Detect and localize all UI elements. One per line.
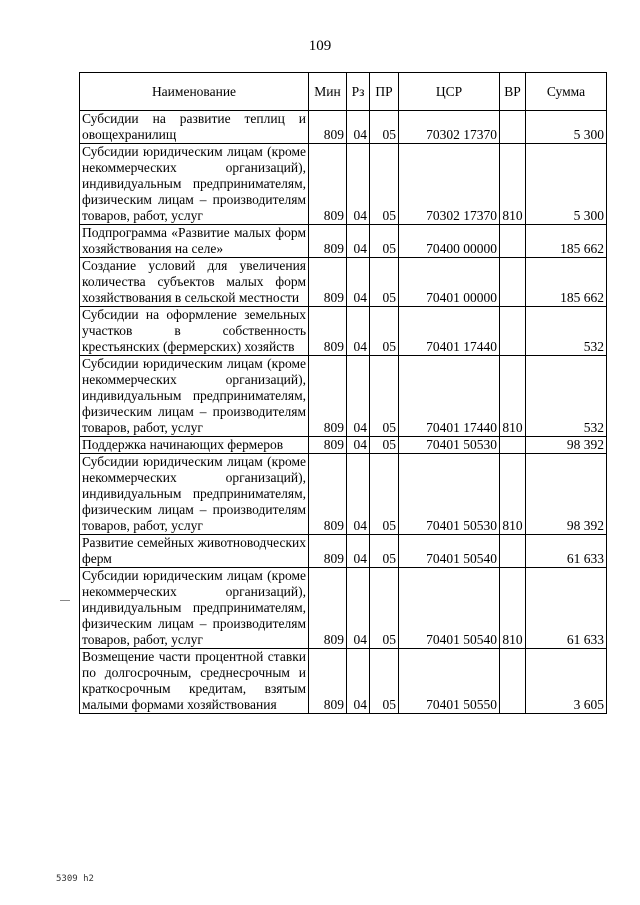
row-pr: 05: [370, 454, 399, 535]
row-sum: 3 605: [526, 649, 607, 714]
row-min: 809: [309, 144, 347, 225]
row-rz: 04: [347, 649, 370, 714]
table-row: [80, 535, 607, 568]
row-csr: 70401 50530: [399, 454, 500, 535]
row-pr: 05: [370, 111, 399, 144]
row-vr: [500, 111, 526, 144]
row-name: Возмещение части процентной ставки по долгосрочным, среднесрочным и краткосрочным кредитам, взятым малыми формами хозяйствования: [80, 649, 309, 714]
table-row: [80, 258, 607, 307]
row-min: 809: [309, 454, 347, 535]
row-min: 809: [309, 111, 347, 144]
row-sum: 532: [526, 356, 607, 437]
row-vr: 810: [500, 568, 526, 649]
table-header: [80, 73, 607, 111]
row-min: 809: [309, 225, 347, 258]
row-name: Субсидии на оформление земельных участков в собственность крестьянских (фермерских) хозяйств: [80, 307, 309, 356]
row-pr: 05: [370, 437, 399, 454]
row-sum: 185 662: [526, 225, 607, 258]
row-csr: 70401 17440: [399, 307, 500, 356]
row-vr: 810: [500, 144, 526, 225]
row-name: Субсидии юридическим лицам (кроме некоммерческих организаций), индивидуальным предпринимателям, физическим лицам – производителям товаров, работ, услуг: [80, 144, 309, 225]
row-rz: 04: [347, 307, 370, 356]
row-csr: 70401 50540: [399, 568, 500, 649]
row-pr: 05: [370, 568, 399, 649]
row-csr: 70401 17440: [399, 356, 500, 437]
row-name: Субсидии юридическим лицам (кроме некоммерческих организаций), индивидуальным предпринимателям, физическим лицам – производителям товаров, работ, услуг: [80, 568, 309, 649]
row-pr: 05: [370, 535, 399, 568]
row-csr: 70401 00000: [399, 258, 500, 307]
row-rz: 04: [347, 144, 370, 225]
row-vr: [500, 535, 526, 568]
header-vr: ВР: [500, 73, 526, 111]
row-pr: 05: [370, 356, 399, 437]
row-vr: [500, 307, 526, 356]
table-row: [80, 437, 607, 454]
row-pr: 05: [370, 649, 399, 714]
row-name: Подпрограмма «Развитие малых форм хозяйствования на селе»: [80, 225, 309, 258]
row-sum: 185 662: [526, 258, 607, 307]
budget-table: [79, 72, 607, 714]
scan-artifact: [60, 600, 70, 601]
row-name: Поддержка начинающих фермеров: [80, 437, 309, 454]
row-vr: [500, 649, 526, 714]
header-rz: Рз: [347, 73, 370, 111]
row-sum: 98 392: [526, 454, 607, 535]
row-rz: 04: [347, 568, 370, 649]
row-name: Развитие семейных животноводческих ферм: [80, 535, 309, 568]
row-csr: 70401 50530: [399, 437, 500, 454]
row-rz: 04: [347, 356, 370, 437]
row-min: 809: [309, 437, 347, 454]
table-row: [80, 649, 607, 714]
row-min: 809: [309, 356, 347, 437]
row-min: 809: [309, 568, 347, 649]
row-rz: 04: [347, 535, 370, 568]
table-row: [80, 568, 607, 649]
row-rz: 04: [347, 437, 370, 454]
row-sum: 61 633: [526, 535, 607, 568]
row-csr: 70401 50550: [399, 649, 500, 714]
row-rz: 04: [347, 258, 370, 307]
row-csr: 70400 00000: [399, 225, 500, 258]
row-csr: 70302 17370: [399, 111, 500, 144]
header-csr: ЦСР: [399, 73, 500, 111]
row-name: Создание условий для увеличения количества субъектов малых форм хозяйствования в сельской местности: [80, 258, 309, 307]
row-rz: 04: [347, 111, 370, 144]
table-row: [80, 307, 607, 356]
row-csr: 70401 50540: [399, 535, 500, 568]
row-name: Субсидии на развитие теплиц и овощехранилищ: [80, 111, 309, 144]
row-csr: 70302 17370: [399, 144, 500, 225]
table-row: [80, 111, 607, 144]
page-number: 109: [308, 38, 332, 54]
table-row: [80, 225, 607, 258]
header-name: Наименование: [80, 73, 309, 111]
row-min: 809: [309, 535, 347, 568]
header-min: Мин: [309, 73, 347, 111]
row-sum: 5 300: [526, 111, 607, 144]
row-vr: 810: [500, 454, 526, 535]
row-sum: 5 300: [526, 144, 607, 225]
row-name: Субсидии юридическим лицам (кроме некоммерческих организаций), индивидуальным предпринимателям, физическим лицам – производителям товаров, работ, услуг: [80, 454, 309, 535]
header-sum: Сумма: [526, 73, 607, 111]
row-pr: 05: [370, 307, 399, 356]
table-row: [80, 356, 607, 437]
row-pr: 05: [370, 258, 399, 307]
row-min: 809: [309, 649, 347, 714]
table-row: [80, 454, 607, 535]
footer-mark: 5309 h2: [56, 874, 94, 884]
table-row: [80, 144, 607, 225]
row-sum: 61 633: [526, 568, 607, 649]
row-sum: 98 392: [526, 437, 607, 454]
row-vr: [500, 258, 526, 307]
row-rz: 04: [347, 225, 370, 258]
row-min: 809: [309, 258, 347, 307]
row-pr: 05: [370, 225, 399, 258]
row-sum: 532: [526, 307, 607, 356]
row-rz: 04: [347, 454, 370, 535]
header-pr: ПР: [370, 73, 399, 111]
row-vr: [500, 437, 526, 454]
row-name: Субсидии юридическим лицам (кроме некоммерческих организаций), индивидуальным предпринимателям, физическим лицам – производителям товаров, работ, услуг: [80, 356, 309, 437]
row-min: 809: [309, 307, 347, 356]
row-pr: 05: [370, 144, 399, 225]
row-vr: [500, 225, 526, 258]
row-vr: 810: [500, 356, 526, 437]
